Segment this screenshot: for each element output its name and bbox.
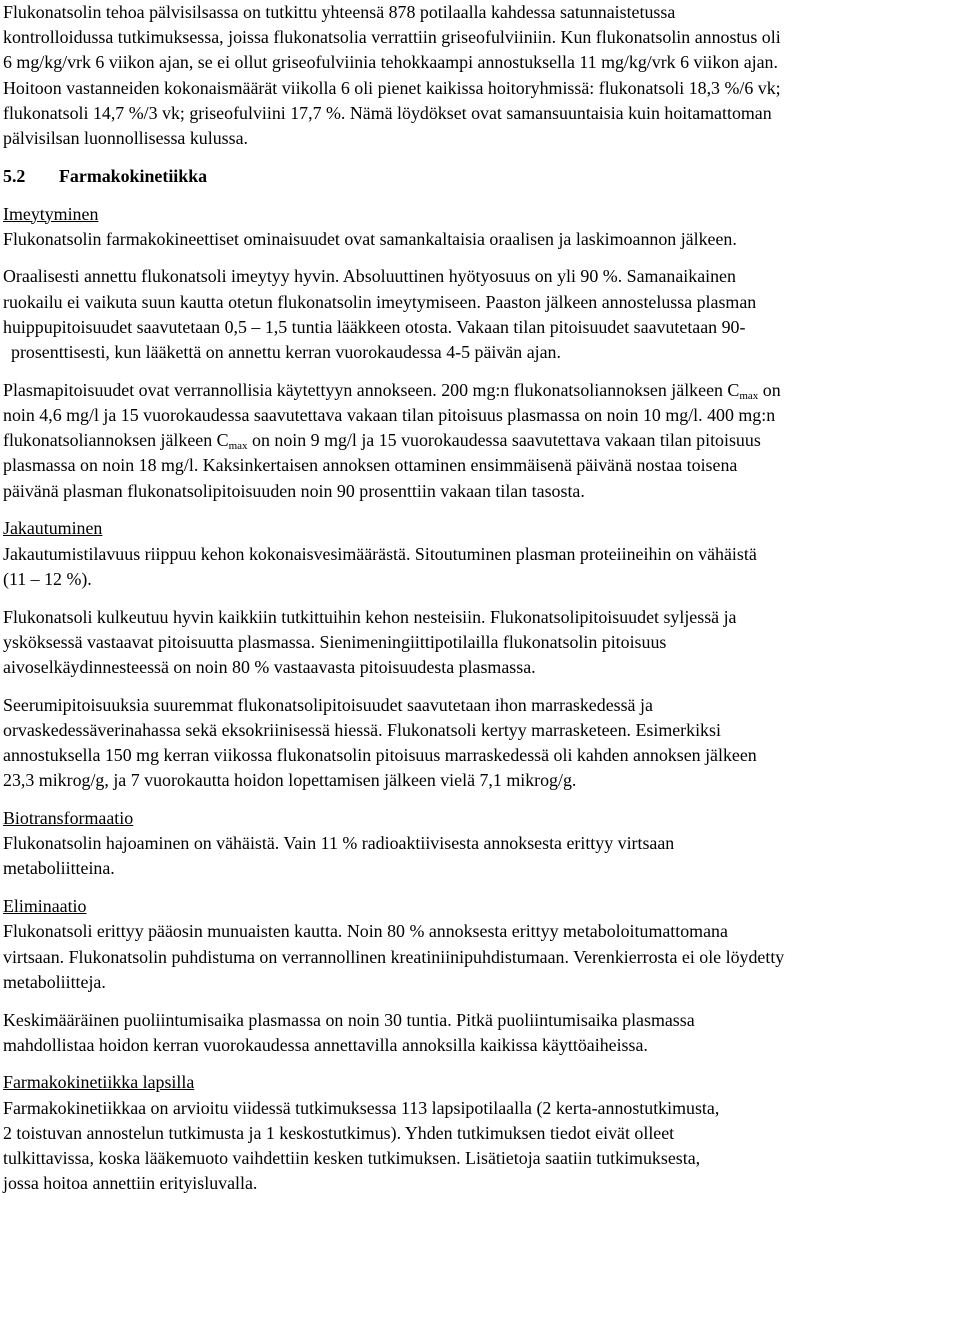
intro-paragraph — [3, 0, 953, 151]
jakautuminen-paragraph-3 — [3, 693, 953, 794]
subheading-imeytyminen: Imeytyminen — [3, 203, 99, 224]
text-line: Farmakokinetiikkaa on arvioitu viidessä tutkimuksessa 113 lapsipotilaalla (2 kerta-annostutkimusta, — [3, 1097, 720, 1118]
text-line: plasmassa on noin 18 mg/l. Kaksinkertaisen annoksen ottaminen ensimmäisenä päivänä nostaa toisena — [3, 455, 738, 476]
text-line: 23,3 mikrog/g, ja 7 vuorokautta hoidon lopettamisen jälkeen vielä 7,1 mikrog/g. — [3, 770, 577, 791]
section-number: 5.2 — [3, 165, 26, 186]
imeytyminen-paragraph-3 — [3, 378, 953, 504]
text-line: Seerumipitoisuuksia suuremmat flukonatsolipitoisuudet saavutetaan ihon marraskedessä ja — [3, 694, 653, 715]
text-line: orvaskedessäverinahassa sekä eksokriinisessä hiessä. Flukonatsoli kertyy marrasketeen. Esimerkiksi — [3, 719, 721, 740]
text-line: 2 toistuvan annostelun tutkimusta ja 1 keskostutkimus). Yhden tutkimuksen tiedot eivät olleet — [3, 1122, 675, 1143]
jakautuminen-paragraph-2 — [3, 605, 953, 681]
subheading-biotransformaatio: Biotransformaatio — [3, 808, 134, 828]
text-line: flukonatsoli 14,7 %/3 vk; griseofulviini 17,7 %. Nämä löydökset ovat samansuuntaisia kuin hoitamattoman — [3, 102, 772, 123]
document-page — [3, 0, 953, 1196]
imeytyminen-paragraph-2 — [3, 264, 953, 365]
text-line: Flukonatsolin tehoa pälvisilsassa on tutkittu yhteensä 878 potilaalla kahdessa satunnaistetussa — [3, 2, 676, 22]
section-title: Farmakokinetiikka — [59, 165, 208, 186]
text-line: prosenttisesti, kun lääkettä on annettu kerran vuorokaudessa 4-5 päivän ajan. — [11, 342, 561, 363]
text-line: ruokailu ei vaikuta suun kautta otetun flukonatsolin imeytymiseen. Paaston jälkeen annostelussa plasman — [3, 291, 757, 312]
text-line: huippupitoisuudet saavutetaan 0,5 – 1,5 tuntia lääkkeen otosta. Vakaan tilan pitoisuudet saavutetaan 90- — [3, 316, 746, 337]
text-line: kontrolloidussa tutkimuksessa, joissa flukonatsolia verrattiin griseofulviiniin. Kun flukonatsolin annostus oli — [3, 27, 781, 48]
text-line: jossa hoitoa annettiin erityisluvalla. — [3, 1173, 258, 1194]
text-line: (11 – 12 %). — [3, 568, 92, 589]
text-line: päivänä plasman flukonatsolipitoisuuden noin 90 prosenttiin vakaan tilan tasosta. — [3, 480, 585, 501]
text-line: metaboliitteja. — [3, 971, 106, 992]
text-line: Flukonatsolin farmakokineettiset ominaisuudet ovat samankaltaisia oraalisen ja laskimoannon jälkeen. — [3, 228, 737, 249]
text-line: Keskimääräinen puoliintumisaika plasmassa on noin 30 tuntia. Pitkä puoliintumisaika plasmassa — [3, 1009, 695, 1030]
text-line: 6 mg/kg/vrk 6 viikon ajan, se ei ollut griseofulviinia tehokkaampi annostuksella 11 mg/kg/vrk 6 viikon ajan. — [3, 52, 778, 73]
text-line: Flukonatsoli erittyy pääosin munuaisten kautta. Noin 80 % annoksesta erittyy metaboloitumattomana — [3, 921, 728, 942]
text-line: Jakautumistilavuus riippuu kehon kokonaisvesimäärästä. Sitoutuminen plasman proteiineihin on vähäistä — [3, 543, 757, 564]
subscript-max: max — [739, 389, 759, 402]
text-line: Plasmapitoisuudet ovat verrannollisia käytettyyn annokseen. 200 mg:n flukonatsoliannoksen jälkeen $C_{max}$ on — [3, 379, 781, 402]
subscript-max: max — [228, 440, 248, 453]
text-line: Flukonatsolin hajoaminen on vähäistä. Vain 11 % radioaktiivisesta annoksesta erittyy virtsaan — [3, 833, 675, 854]
text-line: aivoselkäydinnesteessä on noin 80 % vastaavasta pitoisuudesta plasmassa. — [3, 656, 536, 677]
subheading-eliminaatio: Eliminaatio — [3, 896, 87, 917]
text-line: mahdollistaa hoidon kerran vuorokaudessa annettavilla annoksilla kaikissa käyttöaiheissa. — [3, 1034, 648, 1055]
text-line: pälvisilsan luonnollisessa kulussa. — [3, 127, 248, 148]
text-line: Flukonatsoli kulkeutuu hyvin kaikkiin tutkittuihin kehon nesteisiin. Flukonatsolipitoisuudet syljessä ja — [3, 606, 737, 627]
text-line: Oraalisesti annettu flukonatsoli imeytyy hyvin. Absoluuttinen hyötyosuus on yli 90 %. Samanaikainen — [3, 266, 736, 287]
text-line: flukonatsoliannoksen jälkeen $C_{max}$ on noin 9 mg/l ja 15 vuorokaudessa saavutettava vakaan tilan pitoisuus — [3, 430, 761, 453]
text-line: noin 4,6 mg/l ja 15 vuorokaudessa saavutettava vakaan tilan pitoisuus plasmassa on noin 10 mg/l. 400 mg:n — [3, 405, 776, 425]
section-heading — [3, 164, 953, 189]
text-line: ysköksessä vastaavat pitoisuutta plasmassa. Sienimeningiittipotilailla flukonatsolin pitoisuus — [3, 631, 667, 652]
text-line: tulkittavissa, koska lääkemuoto vaihdettiin kesken tutkimuksen. Lisätietoja saatiin tutkimuksesta, — [3, 1148, 701, 1169]
text-line: annostuksella 150 mg kerran viikossa flukonatsolin pitoisuus marraskedessä oli kahden annoksen jälkeen — [3, 745, 757, 766]
subheading-farmakokinetiikka-lapsilla: Farmakokinetiikka lapsilla — [3, 1072, 195, 1093]
text-line: virtsaan. Flukonatsolin puhdistuma on verrannollinen kreatiniinipuhdistumaan. Verenkierrosta ei ole löydetty — [3, 946, 785, 967]
text-line: Hoitoon vastanneiden kokonaismäärät viikolla 6 oli pienet kaikissa hoitoryhmissä: flukonatsoli 18,3 %/6 vk; — [3, 77, 781, 98]
subheading-jakautuminen: Jakautuminen — [3, 518, 103, 539]
text-line: metaboliitteina. — [3, 858, 115, 879]
